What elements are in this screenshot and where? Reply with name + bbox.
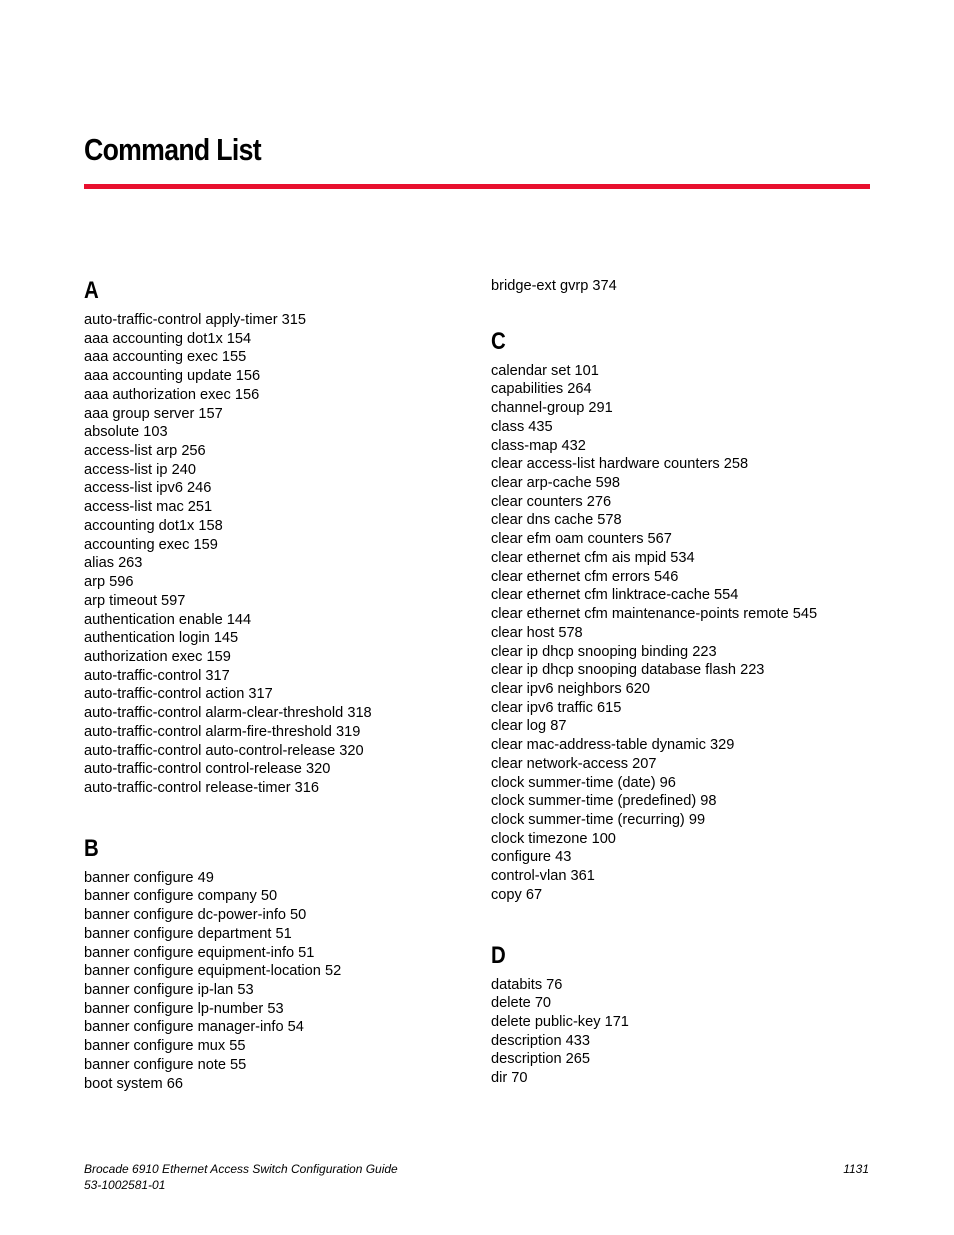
entry-list-d [491,976,891,1088]
index-column-right [491,277,891,1088]
index-entry: calendar set 101 [491,362,599,379]
index-entry: banner configure dc-power-info 50 [84,907,307,924]
index-entry: banner configure equipment-info 51 [84,944,315,961]
index-entry: auto-traffic-control alarm-clear-threshold 318 [84,705,372,722]
index-entry: authentication enable 144 [84,611,252,628]
index-entry: aaa group server 157 [84,405,223,422]
index-entry: clock summer-time (predefined) 98 [491,793,717,810]
index-entry: clear ip dhcp snooping binding 223 [491,643,717,660]
entry-list-c [491,362,891,905]
index-entry: clear ipv6 neighbors 620 [491,680,651,697]
index-entry: clear ethernet cfm ais mpid 534 [491,549,695,566]
index-entry: delete 70 [491,995,552,1012]
index-entry: clear host 578 [491,624,583,641]
index-entry: clock summer-time (date) 96 [491,774,676,791]
section-letter-a: A [84,277,99,304]
footer-doc-number: 53-1002581-01 [84,1178,166,1192]
index-entry: clear arp-cache 598 [491,475,620,492]
index-entry: banner configure note 55 [84,1056,247,1073]
index-entry: access-list arp 256 [84,443,206,460]
index-entry: authentication login 145 [84,630,239,647]
index-entry: clock timezone 100 [491,830,616,847]
index-entry: bridge-ext gvrp 374 [491,278,617,294]
index-entry: class-map 432 [491,437,586,454]
section-spacer [84,798,484,835]
section-letter-b: B [84,834,99,862]
index-entry: clear efm oam counters 567 [491,531,672,548]
index-entry: auto-traffic-control 317 [84,667,230,684]
section-d [491,942,891,1088]
section-spacer [491,296,891,328]
title-rule [84,184,870,189]
index-entry: class 435 [491,418,553,435]
index-entry: auto-traffic-control action 317 [84,686,273,703]
index-entry: configure 43 [491,849,572,866]
index-entry: clear ethernet cfm errors 546 [491,568,679,585]
index-entry: delete public-key 171 [491,1014,629,1030]
index-entry: banner configure equipment-location 52 [84,963,342,980]
index-entry: auto-traffic-control apply-timer 315 [84,312,306,328]
index-entry: copy 67 [491,886,543,903]
index-entry: auto-traffic-control release-timer 316 [84,779,319,796]
index-entry: clock summer-time (recurring) 99 [491,811,706,828]
index-entry: aaa accounting dot1x 154 [84,330,252,347]
index-entry: banner configure manager-info 54 [84,1019,304,1036]
index-entry: arp 596 [84,574,134,591]
section-letter-d: D [491,941,506,969]
index-entry: clear ethernet cfm maintenance-points remote 545 [491,606,818,623]
index-entry: control-vlan 361 [491,868,595,885]
section-spacer [491,905,891,942]
index-entry: aaa accounting update 156 [84,368,261,385]
index-entry: alias 263 [84,555,143,572]
index-entry: description 265 [491,1051,590,1068]
index-entry: auto-traffic-control alarm-fire-threshold 319 [84,723,361,740]
index-entry: clear ipv6 traffic 615 [491,699,622,716]
index-entry: banner configure 49 [84,869,214,886]
index-entry: aaa authorization exec 156 [84,386,260,403]
footer-page-number: 1131 [843,1162,869,1176]
index-entry: access-list ipv6 246 [84,480,212,497]
entry-list-carryover [491,277,891,296]
index-entry: accounting dot1x 158 [84,517,223,534]
index-entry: capabilities 264 [491,381,592,398]
index-entry: clear log 87 [491,718,567,735]
index-entry: access-list ip 240 [84,461,196,478]
entry-list-b [84,869,484,1094]
index-entry: banner configure ip-lan 53 [84,982,254,998]
index-entry: clear ip dhcp snooping database flash 223 [491,662,765,679]
index-entry: authorization exec 159 [84,648,231,665]
footer-book-info [84,1161,398,1193]
index-entry: clear access-list hardware counters 258 [491,456,749,473]
index-entry: aaa accounting exec 155 [84,349,247,366]
index-entry: clear ethernet cfm linktrace-cache 554 [491,587,739,604]
index-entry: clear dns cache 578 [491,512,622,529]
index-entry: auto-traffic-control auto-control-release 320 [84,742,364,759]
index-entry: access-list mac 251 [84,499,213,516]
index-entry: dir 70 [491,1070,528,1087]
index-entry: absolute 103 [84,424,168,441]
index-entry: boot system 66 [84,1075,183,1092]
section-b [84,835,484,1094]
index-entry: clear counters 276 [491,493,612,510]
index-entry: channel-group 291 [491,400,613,417]
page-title: Command List [84,132,261,167]
index-column-left [84,277,484,1093]
index-entry: accounting exec 159 [84,536,218,553]
index-entry: auto-traffic-control control-release 320 [84,761,331,778]
index-entry: clear mac-address-table dynamic 329 [491,737,735,754]
section-letter-c: C [491,327,506,355]
footer-book-title: Brocade 6910 Ethernet Access Switch Configuration Guide [84,1162,398,1176]
index-entry: banner configure company 50 [84,888,278,905]
index-entry: banner configure mux 55 [84,1038,246,1055]
index-entry: arp timeout 597 [84,592,186,609]
entry-list-a [84,311,484,798]
index-entry: databits 76 [491,976,563,993]
section-c [491,328,891,905]
section-a [84,277,484,798]
index-entry: description 433 [491,1032,590,1049]
index-entry: banner configure lp-number 53 [84,1000,284,1017]
index-entry: banner configure department 51 [84,925,292,942]
index-entry: clear network-access 207 [491,755,657,772]
